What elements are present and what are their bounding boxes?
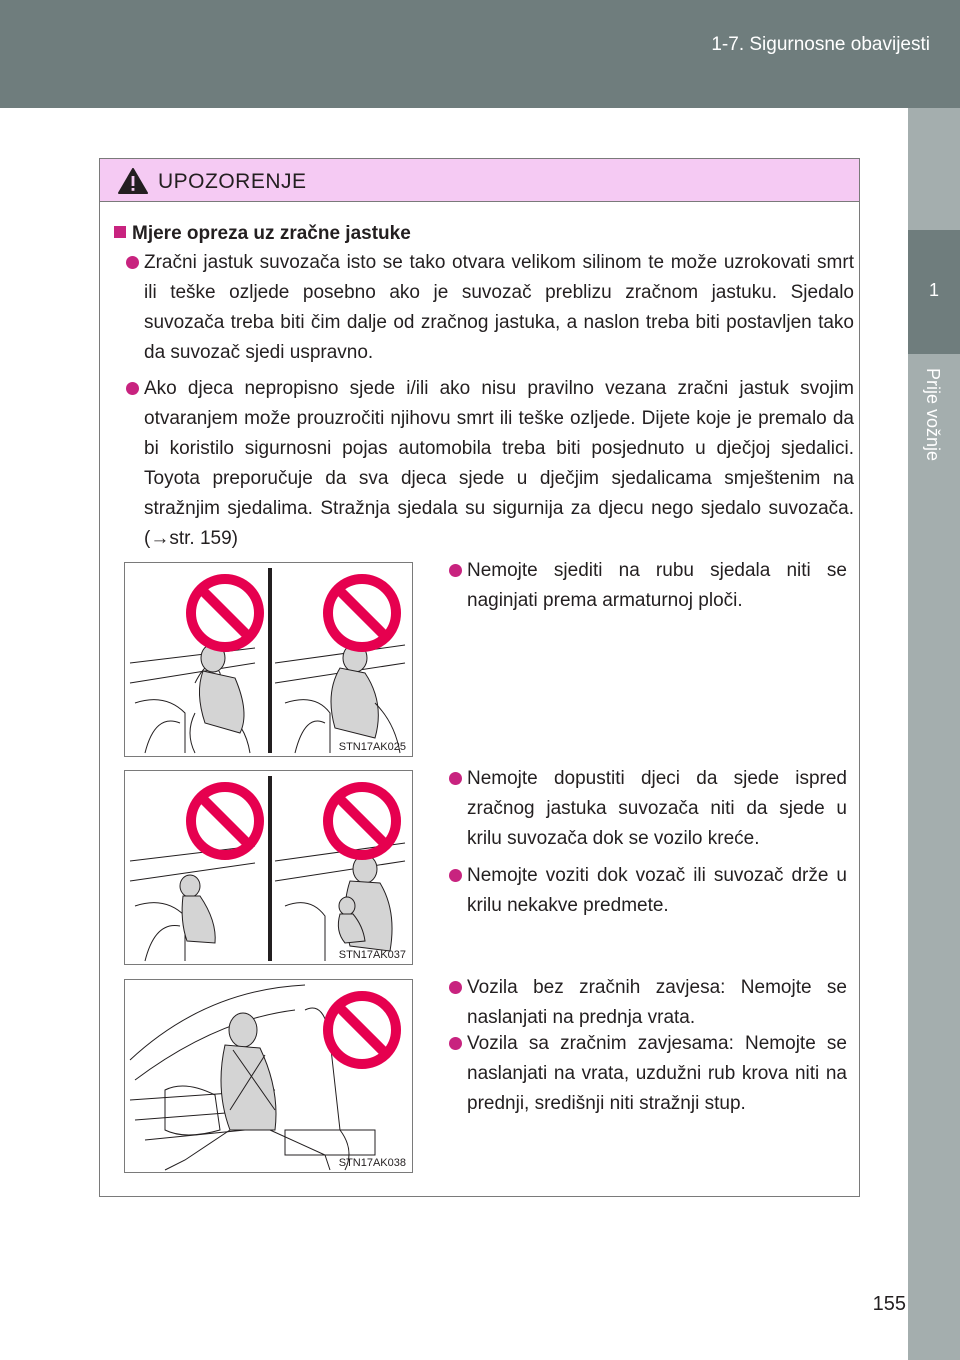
bullet-dot-icon (449, 869, 462, 882)
paragraph-text: Zračni jastuk suvozača isto se tako otvara velikom silinom te može uzrokovati smrt ili teške ozljede posebno ako je suvozač preblizu zračnom jastuku. Sjedalo suvozača treba biti čim dalje od zračnog jastuka, a naslon treba biti postavljen tako da suvozač sjedi uspravno. (144, 252, 854, 363)
top-header-band (0, 0, 960, 108)
figure-caption-bullet (467, 861, 847, 921)
bullet-dot-icon (449, 1037, 462, 1050)
figure-caption-bullet (467, 1029, 847, 1119)
figure-code: STN17AK038 (338, 1157, 406, 1169)
figure-code: STN17AK025 (338, 741, 406, 753)
prohibition-icon (328, 579, 396, 647)
caption-text: Nemojte voziti dok vozač ili suvozač drže u krilu nekakve predmete. (467, 865, 847, 916)
section-title: 1-7. Sigurnosne obavijesti (711, 34, 930, 55)
chapter-label: Prije vožnje (923, 368, 943, 462)
bullet-dot-icon (126, 256, 139, 269)
prohibition-icon (191, 579, 259, 647)
bullet-dot-icon (449, 981, 462, 994)
subheading-text: Mjere opreza uz zračne jastuke (132, 223, 411, 244)
page-number: 155 (872, 1293, 906, 1315)
illustration-child-in-front (124, 770, 413, 965)
figure-caption-bullet (467, 973, 847, 1033)
warning-triangle-icon (118, 168, 148, 194)
warning-title: UPOZORENJE (158, 170, 307, 193)
figure-caption-bullet (467, 556, 847, 616)
warning-header (100, 159, 859, 202)
illustration-leaning-on-door (124, 979, 413, 1173)
illustration-drawing (125, 980, 412, 1172)
paragraph-text: Ako djeca nepropisno sjede i/ili ako nisu pravilno vezana zračni jastuk svojim otvaranjem može prouzročiti njihovu smrt ili teške ozljede. Dijete koje je premalo da bi koristilo sigurnosni pojas automobila treba biti posjednuto u dječjoj sjedalici. Toyota preporučuje da sva djeca sjede u dječjim sjedalicama smještenim na stražnjim sjedalima. Stražnja sjedala su sigurnija za djecu nego sjedalo suvozača. (→str. 159) (144, 378, 854, 549)
warning-box (99, 158, 860, 1197)
caption-text: Vozila sa zračnim zavjesama: Nemojte se naslanjati na vrata, uzdužni rub krova niti na prednji, središnji niti stražnji stup. (467, 1033, 847, 1114)
bullet-dot-icon (449, 564, 462, 577)
figure-code: STN17AK037 (338, 949, 406, 961)
prohibition-icon (191, 787, 259, 855)
caption-text: Nemojte sjediti na rubu sjedala niti se naginjati prema armaturnoj ploči. (467, 560, 847, 611)
illustration-leaning-forward (124, 562, 413, 757)
figure-caption-bullet (467, 764, 847, 854)
section-subheading (114, 223, 411, 245)
prohibition-icon (328, 787, 396, 855)
prohibition-icon (328, 996, 396, 1064)
warning-paragraph (144, 374, 854, 554)
chapter-number: 1 (928, 280, 939, 300)
bullet-dot-icon (126, 382, 139, 395)
illustration-drawing (125, 563, 412, 756)
warning-paragraph (144, 248, 854, 368)
caption-text: Nemojte dopustiti djeci da sjede ispred zračnog jastuka suvozača niti da sjede u krilu suvozača dok se vozilo kreće. (467, 768, 847, 849)
bullet-dot-icon (449, 772, 462, 785)
square-bullet-icon (114, 226, 126, 238)
illustration-drawing (125, 771, 412, 964)
caption-text: Vozila bez zračnih zavjesa: Nemojte se naslanjati na prednja vrata. (467, 977, 847, 1028)
